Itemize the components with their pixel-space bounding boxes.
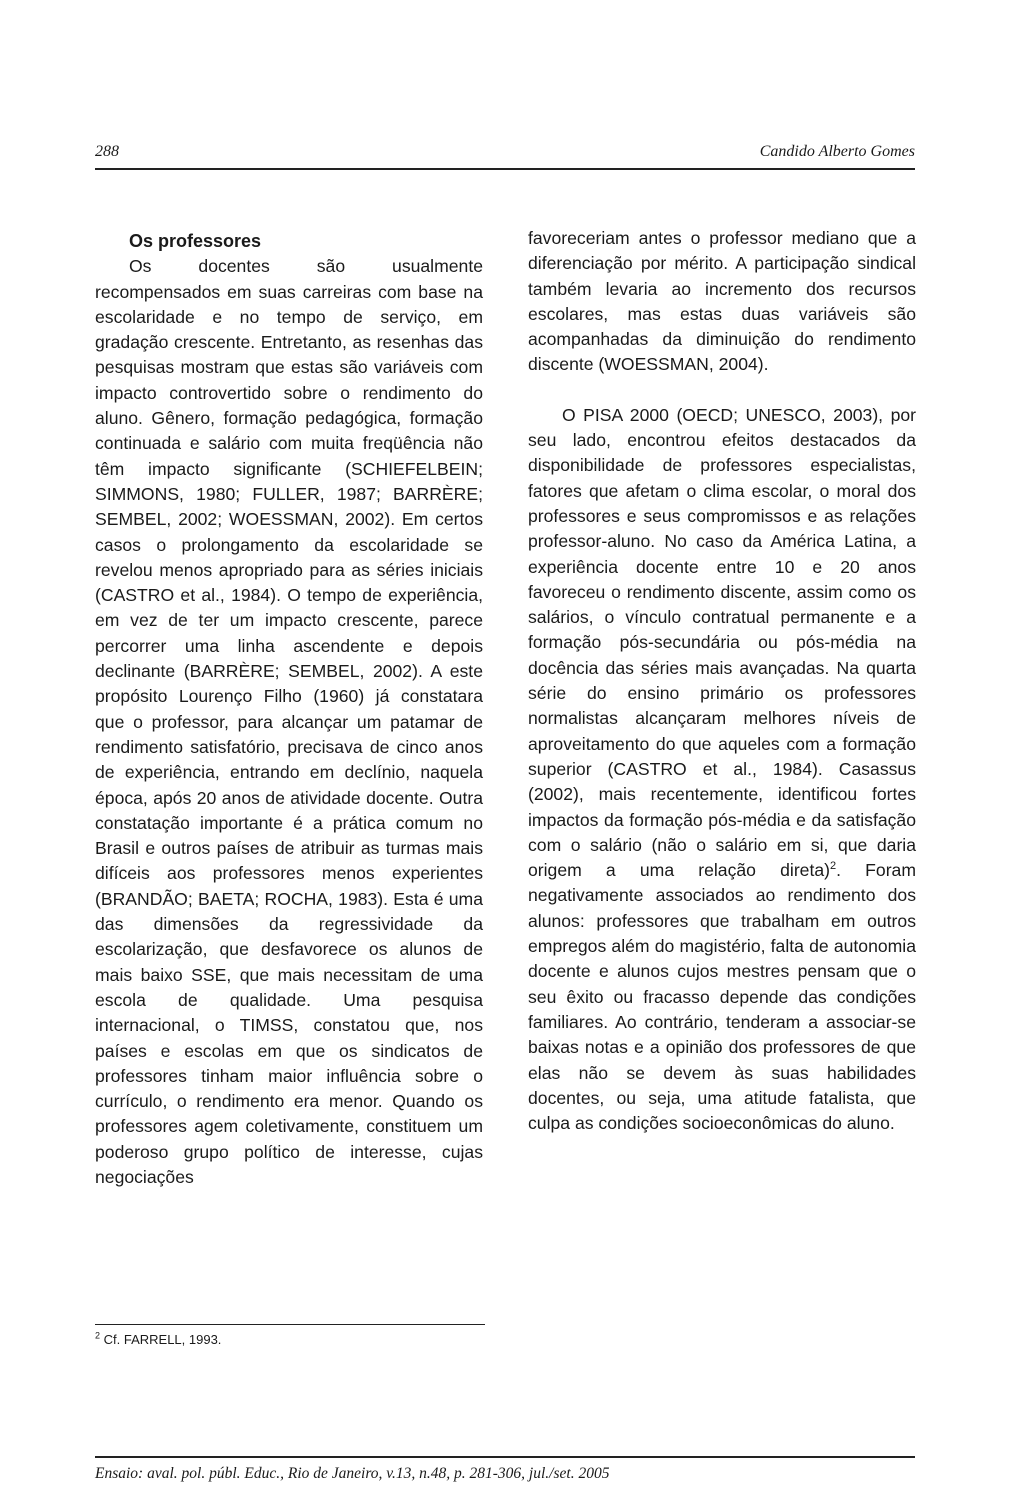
footnote	[95, 1332, 221, 1347]
paragraph-text-b: . Foram negativamente associados ao rendimento dos alunos: professores que trabalham em outros empregos além do magistério, falta de autonomia docente e alunos cujos mestres pensam que o seu êxito ou fracasso depende das condições familiares. Ao contrário, tenderam a associar-se baixas notas e a opinião dos professores de que elas não se devem às suas habilidades docentes, ou seja, uma atitude fatalista, que culpa as condições socioeconômicas do aluno.	[528, 860, 917, 1134]
paragraph-teachers-career	[95, 254, 483, 1190]
section-heading: Os professores	[129, 231, 262, 251]
running-head-author: Candido Alberto Gomes	[759, 143, 915, 160]
footnote-text: Cf. FARRELL, 1993.	[103, 1332, 222, 1347]
footer-rule	[95, 1456, 915, 1458]
footnote-rule	[95, 1324, 485, 1325]
footnote-reference[interactable]: 2	[830, 860, 837, 873]
paragraph-continuation: favoreceriam antes o professor mediano que a diferenciação por mérito. A participação sindical também levaria ao incremento dos recursos escolares, mas estas duas variáveis são acompanhadas da diminuição do rendimento discente (WOESSMAN, 2004).	[528, 228, 916, 375]
journal-citation: Ensaio: aval. pol. públ. Educ., Rio de Janeiro, v.13, n.48, p. 281-306, jul./set. 2005	[95, 1465, 610, 1482]
running-head	[95, 143, 915, 167]
footnote-marker: 2	[95, 1330, 101, 1341]
paragraph-text-a: O PISA 2000 (OECD; UNESCO, 2003), por seu lado, encontrou efeitos destacados da disponibilidade de professores especialistas, fatores que afetam o clima escolar, o moral dos professores e seus compromissos e as relações professor-aluno. No caso da América Latina, a experiência docente entre 10 e 20 anos favoreceu o rendimento discente, assim como os salários, o vínculo contratual permanente e a formação pós-secundária ou pós-média na docência das séries mais avançadas. Na quarta série do ensino primário os professores normalistas alcançaram melhores níveis de aproveitamento do que aqueles com a formação superior (CASTRO et al., 1984). Casassus (2002), mais recentemente, identificou fortes impactos da formação pós-média e da satisfação com o salário (não o salário em si, que daria origem a uma relação direta)	[528, 404, 916, 881]
right-column	[528, 226, 916, 1136]
page-number: 288	[95, 143, 119, 160]
paragraph-text: Os docentes são usualmente recompensados em suas carreiras com base na escolaridade e no tempo de serviço, em gradação crescente. Entretanto, as resenhas das pesquisas mostram que estas são variáveis com impacto controvertido sobre o rendimento do aluno. Gênero, formação pedagógica, formação continuada e salário com muita freqüência não têm impacto significante (SCHIEFELBEIN; SIMMONS, 1980; FULLER, 1987; BARRÈRE; SEMBEL, 2002; WOESSMAN, 2002). Em certos casos o prolongamento da escolaridade se revelou menos apropriado para as séries iniciais (CASTRO et al., 1984). O tempo de experiência, em vez de ter um impacto crescente, parece percorrer uma linha ascendente e depois declinante (BARRÈRE; SEMBEL, 2002). A este propósito Lourenço Filho (1960) já constatara que o professor, para alcançar um patamar de rendimento satisfatório, precisava de cinco anos de experiência, entrando em declínio, naquela época, após 20 anos de atividade docente. Outra constatação importante é a prática comum no Brasil e outros países de atribuir as turmas mais difíceis aos professores menos experientes (BRANDÃO; BAETA; ROCHA, 1983). Esta é uma das dimensões da regressividade da escolarização, que desfavorece os alunos de mais baixo SSE, que mais necessitam de uma escola de qualidade. Uma pesquisa internacional, o TIMSS, constatou que, nos países e escolas em que os sindicatos de professores tinham maior influência sobre o currículo, o rendimento era menor. Quando os professores agem coletivamente, constituem um poderoso grupo político de interesse, cujas negociações	[95, 256, 483, 1187]
left-column	[95, 226, 483, 1190]
header-rule	[95, 168, 915, 170]
paragraph-pisa	[528, 403, 916, 1137]
